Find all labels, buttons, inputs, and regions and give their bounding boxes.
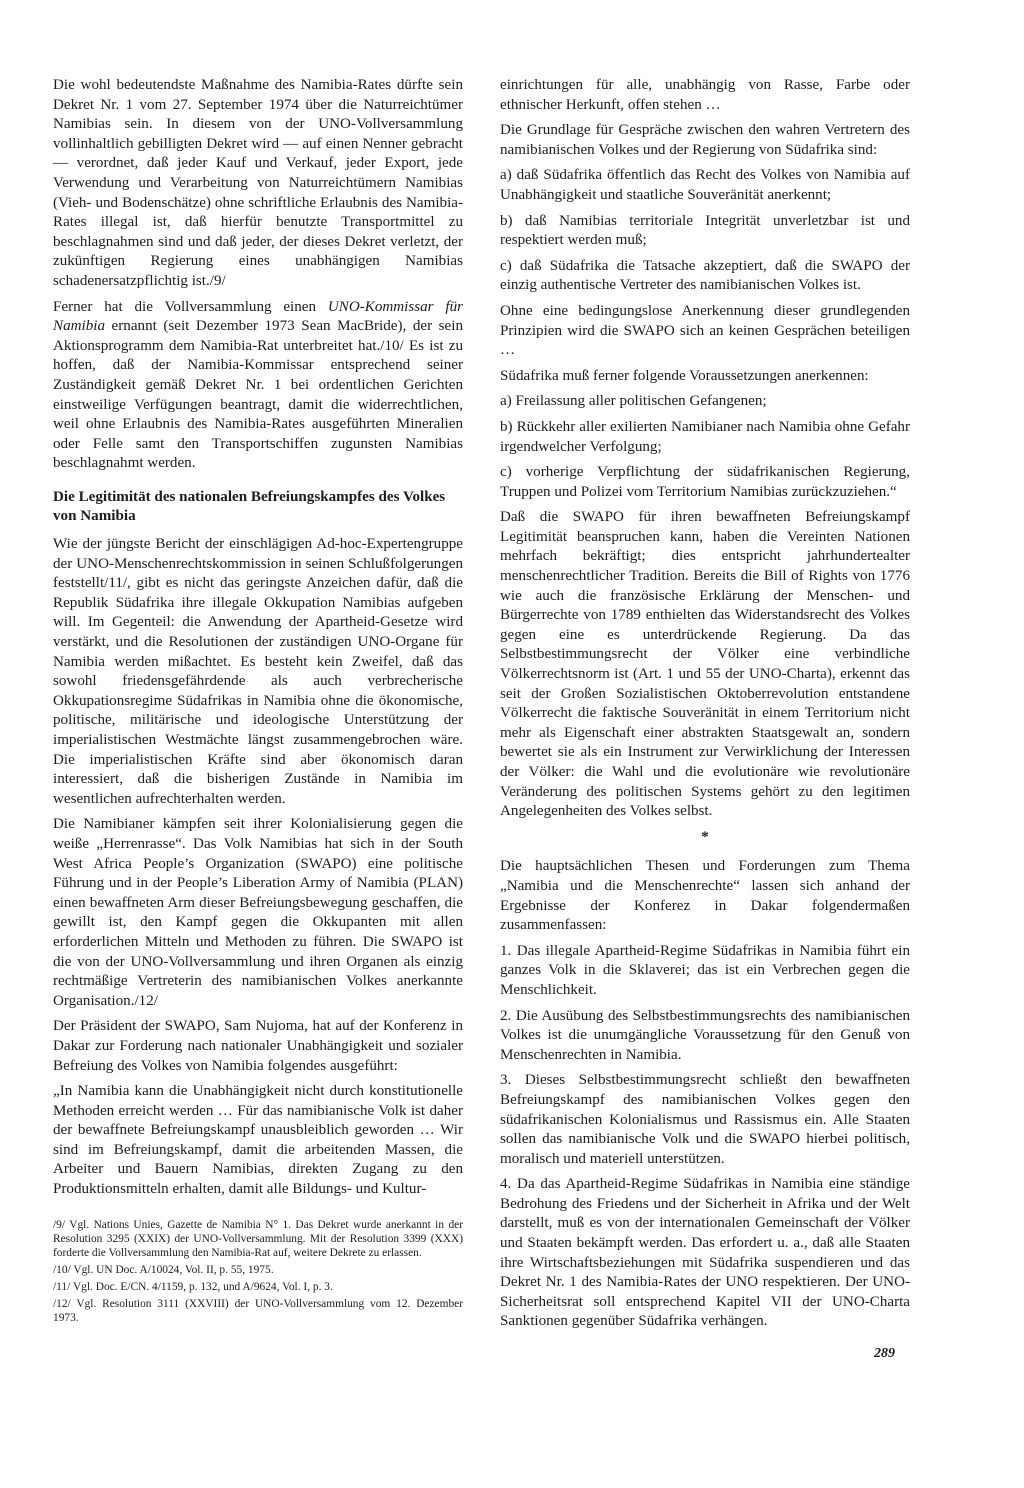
thesis-item: 3. Dieses Selbstbestimmungsrecht schließt den bewaffneten Befreiungskampf des namibianischen Volkes gegen den südafrikanischen Kolonialismus und Rassismus ein. Alle Staaten sollen das namibianische Volk und die SWAPO hierbei politisch, moralisch und materiell unterstützen.	[500, 1072, 910, 1167]
paragraph-basis: Die Grundlage für Gespräche zwischen den wahren Vertretern des namibianischen Volkes und der Regierung von Südafrika sind:	[500, 122, 910, 158]
list-item: b) daß Namibias territoriale Integrität unverletzbar ist und respektiert werden muß;	[500, 212, 910, 249]
paragraph-prerequisites: Südafrika muß ferner folgende Voraussetzungen anerkennen:	[500, 367, 869, 384]
section-heading: Die Legitimität des nationalen Befreiungskampfes des Volkes von Namibia	[53, 488, 446, 525]
thesis-item: 1. Das illegale Apartheid-Regime Südafrikas in Namibia führt ein ganzes Volk in die Sklaverei; das ist ein Verbrechen gegen die Menschlichkeit.	[500, 942, 910, 998]
page-number: 289	[874, 1346, 895, 1361]
list-item: a) daß Südafrika öffentlich das Recht des Volkes von Namibia auf Unabhängigkeit und staatliche Souveränität anerkennt;	[500, 167, 910, 203]
paragraph-commissioner-end: ernannt (seit Dezember 1973 Sean MacBride), der sein Aktionsprogramm dem Namibia-Rat unterbreitet hat./10/ Es ist zu hoffen, daß der Namibia-Kommissar entsprechend seiner Zuständigkeit gemäß Dekret Nr. 1 bei ordentlichen Gerichten einstweilige Verfügungen beantragt, damit die widerrechtlichen, weil ohne Erlaubnis des Namibia-Rates ausgeführten Mineralien oder Felle samt den Transportschiffen zugunsten Namibias beschlagnahmt werden.	[53, 318, 463, 472]
paragraph-commissioner	[53, 298, 463, 474]
paragraph-quote-start: „In Namibia kann die Unabhängigkeit nicht durch konstitutionelle Methoden erreicht werden … Für das namibianische Volk ist daher der bewaffnete Befreiungskampf unausbleiblich geworden … Wir sind im Befreiungskampf, damit die arbeitenden Massen, die Arbeiter und Bauern Namibias, direkten Zugang zu den Produktionsmitteln erhalten, damit alle Bildungs- und Kultur-	[53, 1083, 463, 1198]
paragraph-expert-report: Wie der jüngste Bericht der einschlägigen Ad-hoc-Expertengruppe der UNO-Menschenrechtskommission in seinen Schlußfolgerungen feststellt/11/, gibt es nicht das geringste Anzeichen dafür, daß die Republik Südafrika ihre illegale Okkupation Namibias aufgeben will. Im Gegenteil: die Anwendung der Apartheid-Gesetze wird verstärkt, und die Resolutionen der zuständigen UNO-Organe für Namibia werden mißachtet. Es besteht kein Zweifel, daß das sowohl friedensgefährdende als auch verbrecherische Okkupationsregime Südafrikas in Namibia ohne die ökonomische, politische, militärische und ideologische Unterstützung der imperialistischen Westmächte längst zusammengebrochen wäre. Die imperialistischen Kräfte sind aber ökonomisch daran interessiert, daß die bisherigen Zustände in Namibia im wesentlichen aufrechterhalten werden.	[53, 536, 463, 807]
right-column	[500, 76, 910, 1338]
footnotes	[53, 1218, 463, 1325]
list-item: c) vorherige Verpflichtung der südafrikanischen Regierung, Truppen und Polizei vom Territorium Namibias zurückzuziehen.“	[500, 464, 910, 500]
paragraph-decree: Die wohl bedeutendste Maßnahme des Namibia-Rates dürfte sein Dekret Nr. 1 vom 27. September 1974 über die Naturreichtümer Namibias sein. In diesem von der UNO-Vollversammlung vollinhaltlich gebilligten Dekret wird — auf einen Nenner gebracht — verordnet, daß jeder Kauf und Verkauf, jeder Export, jede Verwendung und Verarbeitung von Naturreichtümern Namibias (Vieh- und Bodenschätze) ohne schriftliche Erlaubnis des Namibia-Rates illegal ist, daß hierfür benutzte Transportmittel zu beschlagnahmen sind und daß jeder, der dieses Dekret verletzt, der zukünftigen Regierung eines unabhängigen Namibias schadenersatzpflichtig ist./9/	[53, 77, 463, 289]
paragraph-legitimacy: Daß die SWAPO für ihren bewaffneten Befreiungskampf Legitimität beanspruchen kann, haben die Vereinten Nationen mehrfach bekräftigt; dies entspricht jahrhundertealter menschenrechtlicher Tradition. Bereits die Bill of Rights von 1776 wie auch die französische Erklärung der Menschen- und Bürgerrechte von 1789 enthielten das Widerstandsrecht des Volkes gegen eine es unterdrückende Regierung. Da das Selbstbestimmungsrecht der Völker eine verbindliche Völkerrechtsnorm ist (Art. 1 und 55 der UNO-Charta), erkennt das seit der Großen Sozialistischen Oktoberrevolution entstandene Völkerrecht die faktische Souveränität in einem Territorium nicht mehr als Eigenschaft einer abstrakten Staatsgewalt an, sondern bewertet sie als ein Instrument zur Verwirklichung der Interessen der Völker: die Wahl und die evolutionäre wie revolutionäre Veränderung des politischen Systems gehört zu den legitimen Angelegenheiten des Volkes selbst.	[500, 509, 910, 820]
list-item: c) daß Südafrika die Tatsache akzeptiert, daß die SWAPO der einzig authentische Vertreter des namibianischen Volkes ist.	[500, 257, 910, 294]
footnote: /12/ Vgl. Resolution 3111 (XXVIII) der UNO-Vollversammlung vom 12. Dezember 1973.	[53, 1297, 463, 1324]
footnote: /10/ Vgl. UN Doc. A/10024, Vol. II, p. 55, 1975.	[53, 1263, 274, 1276]
footnote: /9/ Vgl. Nations Unies, Gazette de Namibia N° 1. Das Dekret wurde anerkannt in der Resolution 3295 (XXIX) der UNO-Vollversammlung. Mit der Resolution 3399 (XXX) forderte die Vollversammlung den Namibia-Rat auf, weitere Dekrete zu erlassen.	[53, 1218, 463, 1259]
paragraph-commissioner-start: Ferner hat die Vollversammlung einen	[53, 298, 328, 315]
paragraph-namibians: Die Namibianer kämpfen seit ihrer Kolonialisierung gegen die weiße „Herrenrasse“. Das Volk Namibias hat sich in der South West Africa People’s Organization (SWAPO) eine politische Führung und in der People’s Liberation Army of Namibia (PLAN) einen bewaffneten Arm dieser Befreiungsbewegung geschaffen, die gewillt ist, den Kampf gegen die Okkupanten mit allen erforderlichen Mitteln und Methoden zu führen. Die SWAPO ist die von der UNO-Vollversammlung und ihren Organen als einzig rechtmäßige Vertreterin des namibianischen Volkes anerkannte Organisation./12/	[53, 816, 463, 1009]
list-item: b) Rückkehr aller exilierten Namibianer nach Namibia ohne Gefahr irgendwelcher Verfolgung;	[500, 418, 910, 455]
list-item: a) Freilassung aller politischen Gefangenen;	[500, 393, 767, 410]
thesis-item: 4. Da das Apartheid-Regime Südafrikas in Namibia eine ständige Bedrohung des Friedens und der Sicherheit in Afrika und der Welt darstellt, muß es von der internationalen Gemeinschaft der Völker und Staaten bekämpft werden. Das erfordert u. a., daß alle Staaten ihre Wirtschaftsbeziehungen mit Südafrika suspendieren und das Dekret Nr. 1 des Namibia-Rates der UNO respektieren. Der UNO-Sicherheitsrat soll entsprechend Kapitel VII der UNO-Charta Sanktionen gegenüber Südafrika verhängen.	[500, 1176, 910, 1330]
footnote: /11/ Vgl. Doc. E/CN. 4/1159, p. 132, und A/9624, Vol. I, p. 3.	[53, 1280, 333, 1293]
commissioner-title: UNO-Kommissar für Namibia	[53, 298, 463, 335]
paragraph-quote-continued: einrichtungen für alle, unabhängig von Rasse, Farbe oder ethnischer Herkunft, offen stehen …	[500, 77, 910, 113]
paragraph-conditions: Ohne eine bedingungslose Anerkennung dieser grundlegenden Prinzipien wird die SWAPO sich an keinen Gesprächen beteiligen …	[500, 302, 910, 359]
paragraph-theses-intro: Die hauptsächlichen Thesen und Forderungen zum Thema „Namibia und die Menschenrechte“ lassen sich anhand der Ergebnisse der Konferez in Dakar folgendermaßen zusammenfassen:	[500, 858, 910, 934]
thesis-item: 2. Die Ausübung des Selbstbestimmungsrechts des namibianischen Volkes ist die unumgängliche Voraussetzung für den Genuß von Menschenrechten in Namibia.	[500, 1007, 910, 1063]
left-column	[53, 76, 463, 1328]
paragraph-president: Der Präsident der SWAPO, Sam Nujoma, hat auf der Konferenz in Dakar zur Forderung nach nationaler Unabhängigkeit und sozialer Befreiung des Volkes von Namibia folgendes ausgeführt:	[53, 1018, 463, 1074]
section-divider-star: *	[701, 828, 709, 845]
